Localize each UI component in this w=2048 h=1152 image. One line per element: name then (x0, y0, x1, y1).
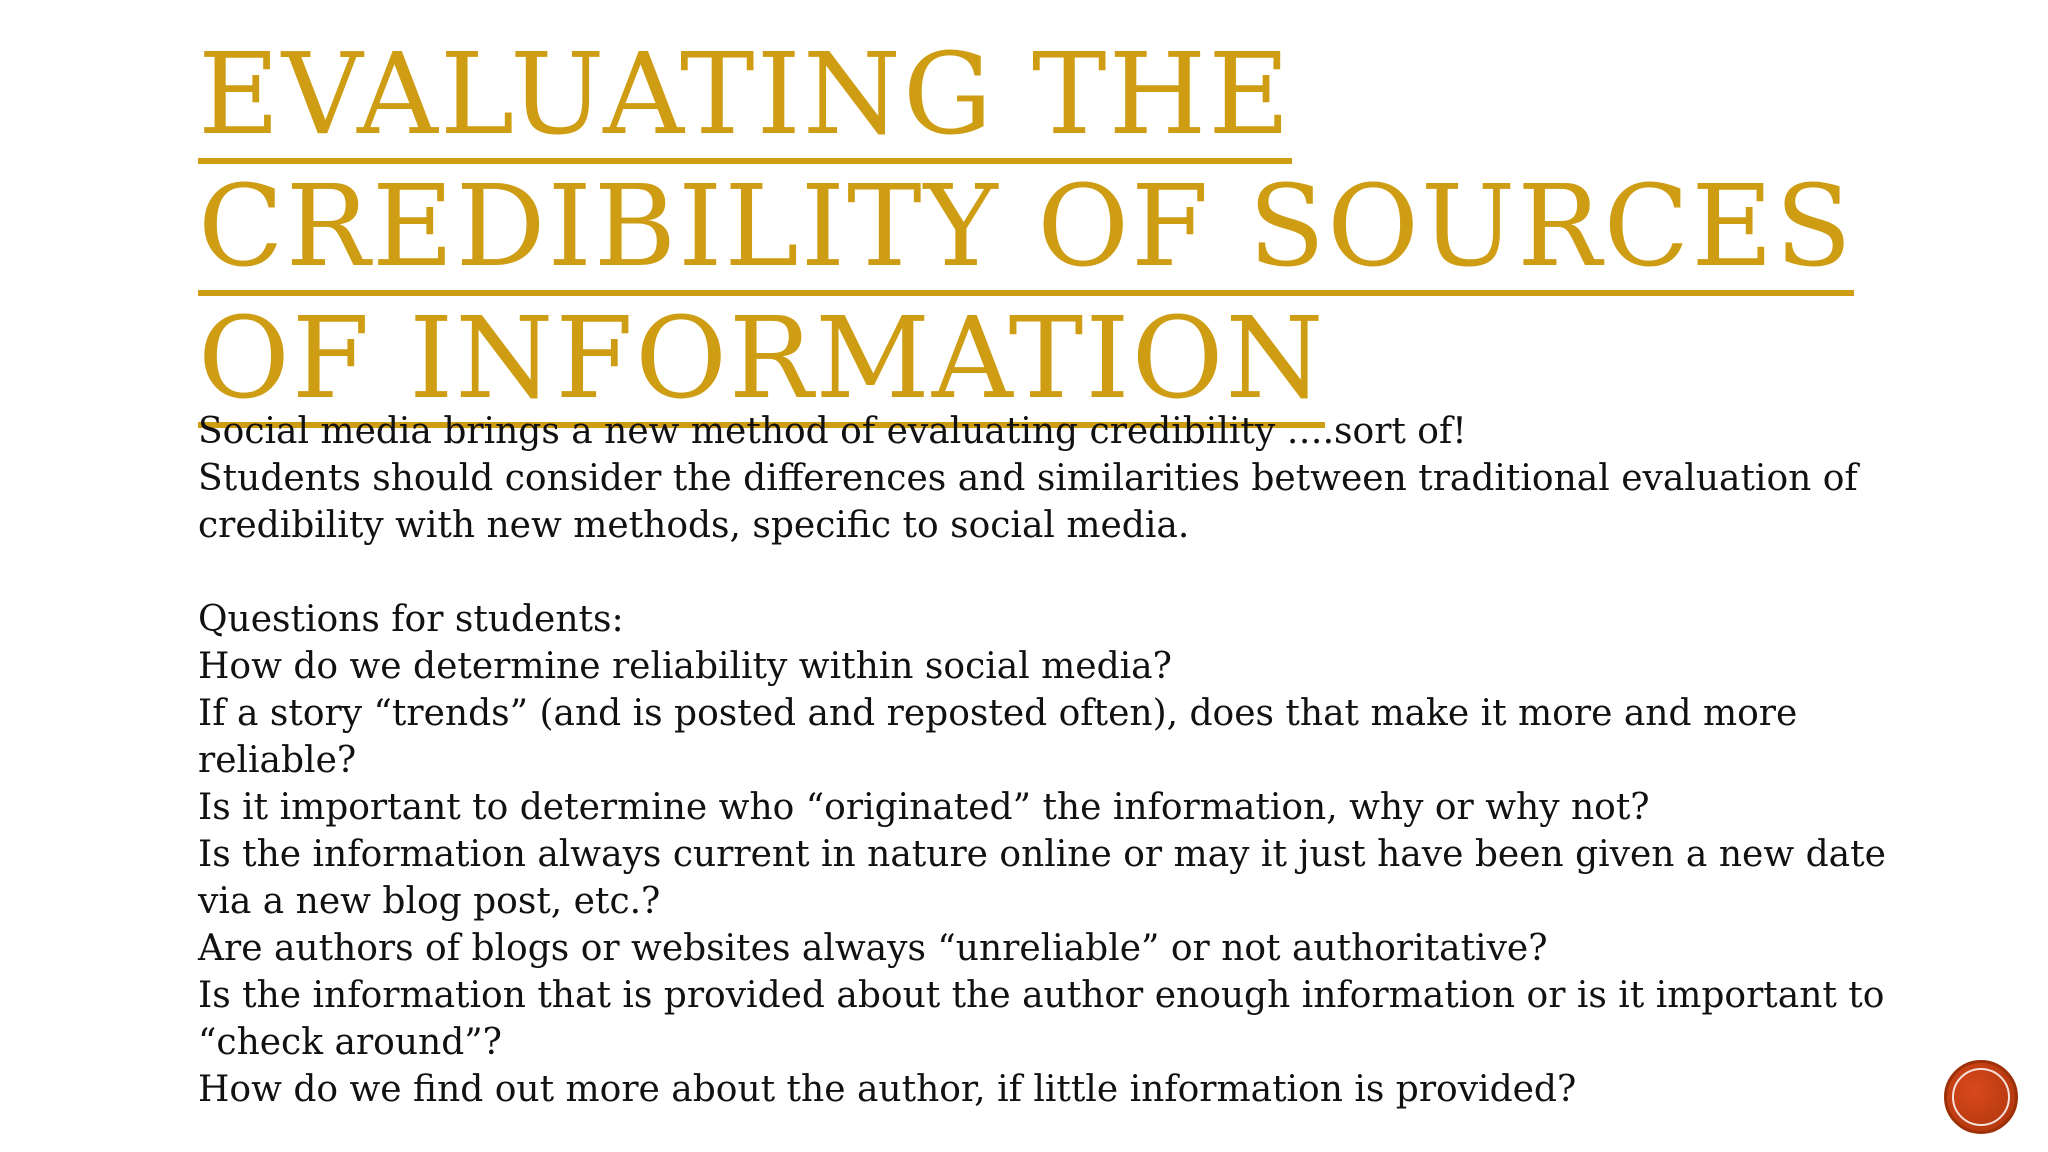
paragraph-gap (198, 549, 1898, 596)
question-item: Are authors of blogs or websites always “unreliable” or not authoritative? (198, 928, 1548, 969)
question-item: Is the information always current in nature online or may it just have been given a new date via a new blog post, etc.? (198, 834, 1886, 922)
question-item: Is the information that is provided about the author enough information or is it important to “check around”? (198, 975, 1885, 1063)
slide-body (198, 408, 1898, 1113)
intro-line-2: Students should consider the differences and similarities between traditional evaluation of credibility with new methods, specific to social media. (198, 458, 1858, 546)
circle-nav-icon[interactable] (1944, 1060, 2018, 1134)
intro-line-1: Social media brings a new method of evaluating credibility ….sort of! (198, 411, 1467, 452)
question-item: How do we determine reliability within social media? (198, 646, 1172, 687)
title-line-1: EVALUATING THE (198, 32, 1292, 164)
title-line-3: OF INFORMATION (198, 296, 1325, 428)
title-line-2: CREDIBILITY OF SOURCES (198, 164, 1854, 296)
question-item: Is it important to determine who “originated” the information, why or why not? (198, 787, 1650, 828)
question-item: How do we find out more about the author, if little information is provided? (198, 1069, 1577, 1110)
questions-heading: Questions for students: (198, 599, 624, 640)
question-item: If a story “trends” (and is posted and reposted often), does that make it more and more reliable? (198, 693, 1798, 781)
slide-title (198, 32, 1898, 428)
